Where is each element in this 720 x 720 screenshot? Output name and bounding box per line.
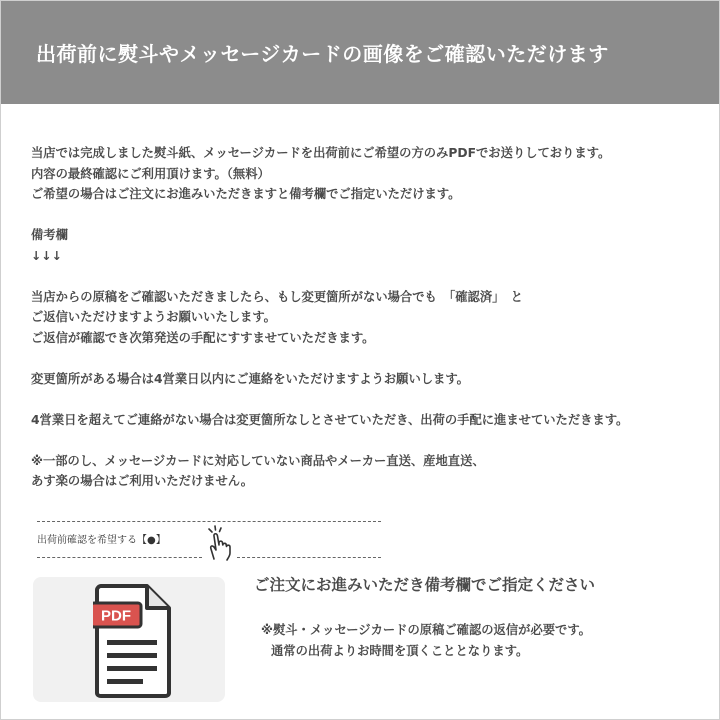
paragraph-line: 変更箇所がある場合は4営業日以内にご連絡をいただけますようお願いします。 — [31, 371, 469, 386]
pdf-badge-text: PDF — [101, 607, 131, 625]
note-line: 通常の出荷よりお時間を頂くこととなります。 — [271, 644, 529, 658]
paragraph-line: 当店からの原稿をご確認いただきましたら、もし変更箇所がない場合でも 「確認済」 と — [31, 289, 523, 304]
paragraph-line: ご返信いただけますようお願いいたします。 — [31, 310, 276, 324]
paragraph-line: ※一部のし、メッセージカードに対応していない商品やメーカー直送、産地直送、 — [31, 453, 485, 468]
pdf-preview-panel — [33, 577, 225, 702]
down-arrows: ↓↓↓ — [31, 248, 62, 263]
note-text — [261, 620, 591, 662]
header-banner — [1, 1, 719, 104]
note-line: ※熨斗・メッセージカードの原稿ご確認の返信が必要です。 — [261, 623, 591, 637]
paragraph-line: 内容の最終確認にご利用頂けます。（無料） — [31, 166, 270, 181]
dashed-divider — [237, 557, 381, 558]
paragraph-line: 4営業日を超えてご連絡がない場合は変更箇所なしとさせていただき、出荷の手配に進ませていただきます。 — [31, 412, 629, 427]
pointing-hand-icon — [203, 523, 237, 563]
paragraph-line: あす楽の場合はご利用いただけません。 — [31, 474, 254, 488]
description-text — [31, 143, 711, 492]
instruction-heading: ご注文にお進みいただき備考欄でご指定ください — [254, 576, 596, 594]
paragraph-line: 当店では完成しました熨斗紙、メッセージカードを出荷前にご希望の方のみPDFでお送りしております。 — [31, 146, 611, 160]
pdf-file-icon — [93, 583, 173, 698]
banner-title: 出荷前に熨斗やメッセージカードの画像をご確認いただけます — [36, 42, 609, 66]
dashed-divider — [37, 557, 202, 558]
remarks-heading: 備考欄 — [31, 228, 68, 242]
shipping-confirm-option-label: 出荷前確認を希望する【●】 — [37, 535, 166, 546]
paragraph-line: ご返信が確認でき次第発送の手配にすすませていただきます。 — [31, 330, 375, 345]
paragraph-line: ご希望の場合はご注文にお進みいただきますと備考欄でご指定いただけます。 — [31, 187, 461, 201]
dashed-divider — [37, 521, 381, 522]
